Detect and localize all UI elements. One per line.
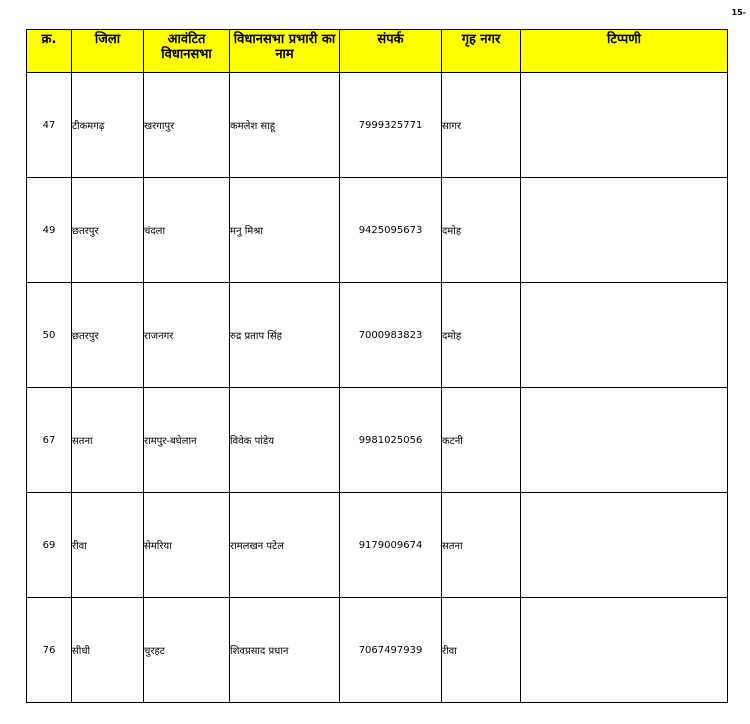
hometown-cell: कटनी: [442, 388, 521, 493]
serial-cell: 47: [27, 73, 72, 178]
serial-cell: 69: [27, 493, 72, 598]
contact-cell: 7000983823: [340, 283, 442, 388]
header-incharge-name: विधानसभा प्रभारी का नाम: [230, 30, 340, 73]
incharge-cell: मनु मिश्रा: [230, 178, 340, 283]
incharge-cell: कमलेश साहू: [230, 73, 340, 178]
remark-cell: [521, 73, 728, 178]
assembly-cell: खरगापुर: [144, 73, 230, 178]
assembly-cell: रामपुर-बघेलान: [144, 388, 230, 493]
header-hometown: गृह नगर: [442, 30, 521, 73]
incharge-cell: शिवप्रसाद प्रधान: [230, 598, 340, 703]
table-row: [27, 388, 728, 493]
remark-cell: [521, 283, 728, 388]
incharge-cell: रुद्र प्रताप सिंह: [230, 283, 340, 388]
assembly-cell: राजनगर: [144, 283, 230, 388]
table-header-row: [27, 30, 728, 73]
table-row: [27, 73, 728, 178]
serial-cell: 76: [27, 598, 72, 703]
district-cell: रीवा: [72, 493, 144, 598]
district-cell: छतरपुर: [72, 283, 144, 388]
incharge-table: [26, 29, 728, 703]
remark-cell: [521, 493, 728, 598]
table-row: [27, 283, 728, 388]
contact-cell: 7999325771: [340, 73, 442, 178]
remark-cell: [521, 178, 728, 283]
header-contact: संपर्क: [340, 30, 442, 73]
serial-cell: 50: [27, 283, 72, 388]
remark-cell: [521, 598, 728, 703]
district-cell: सतना: [72, 388, 144, 493]
district-cell: छतरपुर: [72, 178, 144, 283]
assembly-cell: सेमरिया: [144, 493, 230, 598]
remark-cell: [521, 388, 728, 493]
header-serial: क्र.: [27, 30, 72, 73]
district-cell: सीधी: [72, 598, 144, 703]
table-row: [27, 178, 728, 283]
assembly-cell: चुरहट: [144, 598, 230, 703]
assembly-cell: चंदला: [144, 178, 230, 283]
contact-cell: 9179009674: [340, 493, 442, 598]
page-number: 15-: [731, 8, 746, 17]
hometown-cell: दमोह: [442, 283, 521, 388]
contact-cell: 7067497939: [340, 598, 442, 703]
incharge-cell: रामलखन पटेल: [230, 493, 340, 598]
hometown-cell: दमोह: [442, 178, 521, 283]
header-allotted-assembly: आवंटित विधानसभा: [144, 30, 230, 73]
header-district: जिला: [72, 30, 144, 73]
hometown-cell: सतना: [442, 493, 521, 598]
hometown-cell: सागर: [442, 73, 521, 178]
serial-cell: 49: [27, 178, 72, 283]
table-row: [27, 493, 728, 598]
district-cell: टीकमगढ़: [72, 73, 144, 178]
contact-cell: 9981025056: [340, 388, 442, 493]
serial-cell: 67: [27, 388, 72, 493]
hometown-cell: रीवा: [442, 598, 521, 703]
incharge-cell: विवेक पांडेय: [230, 388, 340, 493]
table-row: [27, 598, 728, 703]
header-remark: टिप्पणी: [521, 30, 728, 73]
contact-cell: 9425095673: [340, 178, 442, 283]
